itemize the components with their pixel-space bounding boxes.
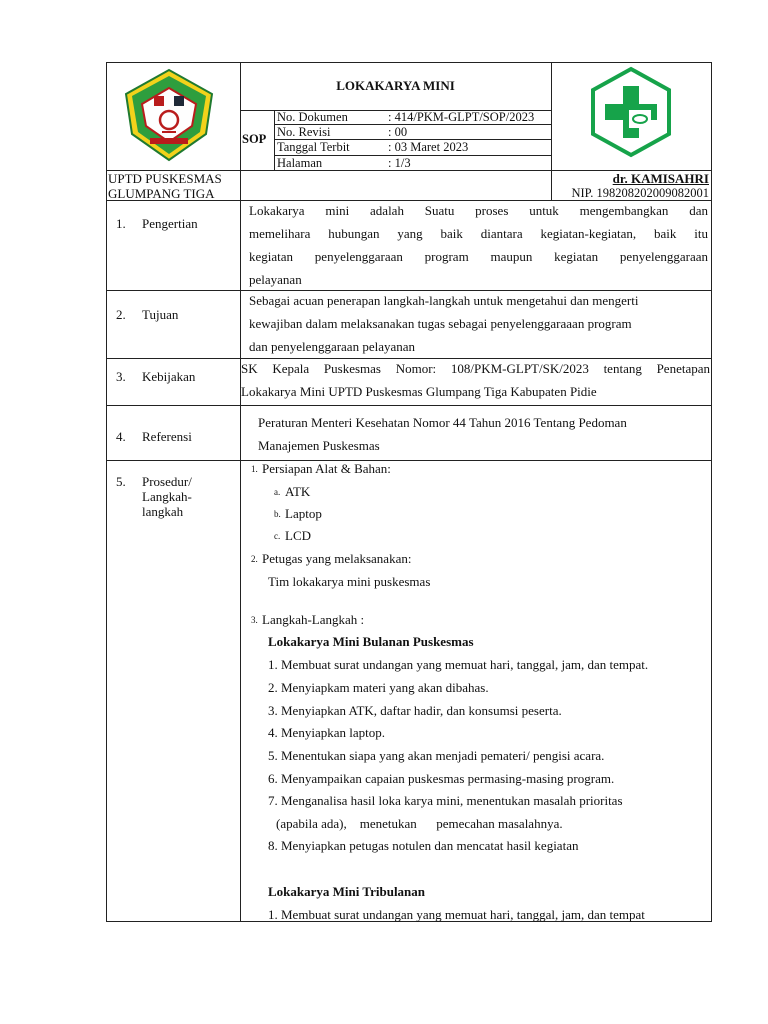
step-bulanan-4: 4. Menyiapkan laptop.	[268, 725, 385, 740]
sub-list-letter: c.	[274, 531, 281, 541]
section-title-kebijakan: Kebijakan	[142, 369, 196, 384]
list-item-petugas: Petugas yang melaksanakan:	[262, 551, 412, 566]
tujuan-line-2: kewajiban dalam melaksanakan tugas sebagai penyelenggaraaan program	[249, 316, 632, 331]
sop-row-value-dokumen: : 414/PKM-GLPT/SOP/2023	[388, 110, 535, 124]
row-divider-3	[106, 405, 712, 406]
step-bulanan-7-cont: (apabila ada), menetukan pemecahan masalahnya.	[276, 816, 563, 831]
step-bulanan-7: 7. Menganalisa hasil loka karya mini, menentukan masalah prioritas	[268, 793, 623, 808]
section-number-2: 2.	[116, 307, 126, 322]
sub-list-item-laptop: Laptop	[285, 506, 322, 521]
section-title-pengertian: Pengertian	[142, 216, 198, 231]
org-name-line2: GLUMPANG TIGA	[108, 186, 215, 201]
signer-nip: NIP. 198208202009082001	[571, 186, 709, 200]
step-bulanan-6: 6. Menyampaikan capaian puskesmas permasing-masing program.	[268, 771, 615, 786]
list-item-persiapan: Persiapan Alat & Bahan:	[262, 461, 391, 476]
section-title-tujuan: Tujuan	[142, 307, 179, 322]
sop-row-value-revisi: : 00	[388, 125, 408, 139]
document-title: LOKAKARYA MINI	[336, 78, 455, 93]
section-title-referensi: Referensi	[142, 429, 192, 444]
referensi-line-2: Manajemen Puskesmas	[258, 438, 380, 453]
petugas-value: Tim lokakarya mini puskesmas	[268, 574, 431, 589]
pengertian-line-2: memelihara hubungan yang baik diantara kegiatan-kegiatan, baik itu	[249, 226, 708, 241]
sop-row-value-halaman: : 1/3	[388, 156, 411, 170]
puskesmas-logo	[122, 66, 216, 166]
sub-list-item-lcd: LCD	[285, 528, 311, 543]
subheading-bulanan: Lokakarya Mini Bulanan Puskesmas	[268, 634, 474, 649]
pengertian-line-3: kegiatan penyelenggaraan program maupun kegiatan penyelenggaraan	[249, 249, 708, 264]
list-number: 2.	[251, 554, 258, 564]
sop-row-label-revisi: No. Revisi	[277, 125, 331, 139]
step-bulanan-2: 2. Menyiapkam materi yang akan dibahas.	[268, 680, 489, 695]
step-bulanan-3: 3. Menyiapkan ATK, daftar hadir, dan konsumsi peserta.	[268, 703, 562, 718]
sub-list-item-atk: ATK	[285, 484, 311, 499]
section-title-prosedur-2: Langkah-	[142, 489, 192, 504]
kebijakan-line-1: SK Kepala Puskesmas Nomor: 108/PKM-GLPT/SK/2023 tentang Penetapan	[241, 361, 710, 376]
tujuan-line-1: Sebagai acuan penerapan langkah-langkah untuk mengetahui dan mengerti	[249, 293, 639, 308]
step-bulanan-8: 8. Menyiapkan petugas notulen dan mencatat hasil kegiatan	[268, 838, 579, 853]
sub-list-letter: a.	[274, 487, 281, 497]
sop-row-value-tanggal: : 03 Maret 2023	[388, 140, 469, 154]
table-border-left	[106, 62, 107, 922]
pengertian-line-4: pelayanan	[249, 272, 302, 287]
list-number: 3.	[251, 615, 258, 625]
sop-row-label-halaman: Halaman	[277, 156, 323, 170]
list-item-langkah: Langkah-Langkah :	[262, 612, 365, 627]
sub-list-letter: b.	[274, 509, 281, 519]
referensi-line-1: Peraturan Menteri Kesehatan Nomor 44 Tahun 2016 Tentang Pedoman	[258, 415, 627, 430]
row-divider-2	[106, 358, 712, 359]
section-number-4: 4.	[116, 429, 126, 444]
pengertian-line-1: Lokakarya mini adalah Suatu proses untuk mengembangkan dan	[249, 203, 708, 218]
sop-row-label-tanggal: Tanggal Terbit	[277, 140, 350, 154]
sop-row-label-dokumen: No. Dokumen	[277, 110, 348, 124]
column-divider	[240, 200, 241, 921]
list-number: 1.	[251, 464, 258, 474]
section-number-3: 3.	[116, 369, 126, 384]
section-title-prosedur-3: langkah	[142, 504, 184, 519]
step-bulanan-5: 5. Menentukan siapa yang akan menjadi pemateri/ pengisi acara.	[268, 748, 605, 763]
section-number-1: 1.	[116, 216, 126, 231]
section-number-5: 5.	[116, 474, 126, 489]
signer-name: dr. KAMISAHRI	[612, 171, 709, 186]
sop-label: SOP	[242, 132, 267, 146]
sop-divider	[274, 110, 275, 170]
table-border-right	[711, 62, 712, 922]
row-divider-4	[106, 460, 712, 461]
section-title-prosedur-1: Prosedur/	[142, 474, 192, 489]
health-cross-logo	[585, 66, 677, 158]
step-tribulanan-1: 1. Membuat surat undangan yang memuat hari, tanggal, jam, dan tempat	[268, 907, 645, 922]
tujuan-line-3: dan penyelenggaraan pelayanan	[249, 339, 416, 354]
step-bulanan-1: 1. Membuat surat undangan yang memuat hari, tanggal, jam, dan tempat.	[268, 657, 649, 672]
kebijakan-line-2: Lokakarya Mini UPTD Puskesmas Glumpang Tiga Kabupaten Pidie	[241, 384, 597, 399]
row-divider-1	[106, 290, 712, 291]
table-border-top	[106, 62, 712, 63]
org-name-line1: UPTD PUSKESMAS	[108, 171, 222, 186]
subheading-tribulanan: Lokakarya Mini Tribulanan	[268, 884, 426, 899]
